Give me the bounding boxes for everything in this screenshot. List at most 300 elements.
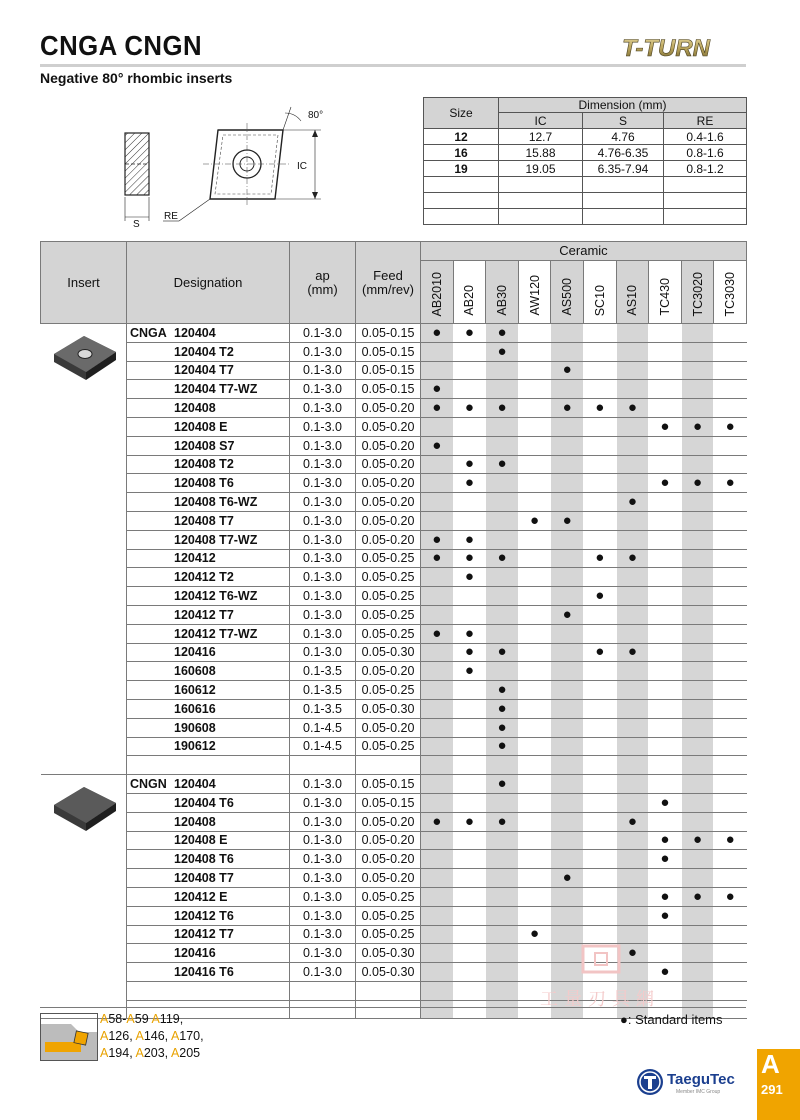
grade-cell-ab30	[486, 793, 519, 812]
grade-cell-ab20	[453, 436, 486, 455]
page-number: 291	[761, 1082, 783, 1097]
designation-code: 120408 T2	[174, 457, 234, 472]
tool-holder-icon	[40, 1013, 98, 1061]
feed-cell: 0.05-0.15	[356, 775, 421, 794]
grade-cell-ab2010	[421, 474, 454, 493]
designation-cell	[127, 981, 290, 1000]
grade-cell-ab2010	[421, 831, 454, 850]
grade-cell-ab2010	[421, 681, 454, 700]
grade-label: TC3030	[723, 271, 738, 316]
grade-cell-tc430	[649, 624, 682, 643]
watermark-icon	[581, 944, 621, 974]
grade-cell-aw120	[518, 436, 551, 455]
brand-name: TaeguTec	[667, 1071, 735, 1088]
standard-item-mark: ●	[649, 793, 682, 812]
grade-cell-aw120	[518, 568, 551, 587]
grade-cell-tc3030	[714, 342, 747, 361]
grade-cell-tc3020	[681, 737, 714, 756]
feed-cell: 0.05-0.20	[356, 869, 421, 888]
grade-cell-as500	[551, 944, 584, 963]
ap-cell: 0.1-3.0	[290, 399, 356, 418]
grade-cell-as10	[616, 605, 649, 624]
grade-cell-tc430	[649, 699, 682, 718]
grade-cell-ab20	[453, 718, 486, 737]
grade-cell-aw120	[518, 624, 551, 643]
grade-cell-as10	[616, 699, 649, 718]
grade-cell-tc3030	[714, 906, 747, 925]
grade-cell-as10	[616, 793, 649, 812]
grade-cell-ab20	[453, 869, 486, 888]
designation-code: 120412 T2	[174, 570, 234, 585]
grade-cell-tc430	[649, 775, 682, 794]
ap-cell: 0.1-3.0	[290, 925, 356, 944]
grade-header-tc3020	[681, 261, 714, 324]
designation-code: 120404 T7-WZ	[174, 382, 258, 397]
reference-prefix: A	[151, 1012, 160, 1026]
feed-cell: 0.05-0.20	[356, 812, 421, 831]
ap-cell: 0.1-3.0	[290, 605, 356, 624]
dim-empty-cell	[499, 209, 583, 225]
grade-cell-tc430	[649, 925, 682, 944]
dim-re-cell: 0.8-1.2	[664, 161, 747, 177]
table-row	[41, 511, 747, 530]
grade-cell-ab30	[486, 605, 519, 624]
feed-cell: 0.05-0.15	[356, 380, 421, 399]
grade-cell-sc10	[583, 605, 616, 624]
standard-item-mark: ●	[649, 831, 682, 850]
designation-cell	[127, 342, 290, 361]
grade-cell-as500	[551, 417, 584, 436]
s-label: S	[133, 219, 140, 230]
grade-cell-ab30	[486, 662, 519, 681]
grade-header-tc430	[649, 261, 682, 324]
standard-item-mark: ●	[551, 399, 584, 418]
dimension-header: Dimension (mm)	[499, 98, 747, 113]
grade-header-tc3030	[714, 261, 747, 324]
designation-code: 120412 T7-WZ	[174, 626, 258, 641]
grade-cell-as500	[551, 775, 584, 794]
feed-cell: 0.05-0.30	[356, 963, 421, 982]
standard-item-mark: ●	[453, 662, 486, 681]
table-row	[41, 436, 747, 455]
ap-cell	[290, 1000, 356, 1019]
designation-cell	[127, 399, 290, 418]
feed-cell: 0.05-0.25	[356, 568, 421, 587]
grade-cell-tc430	[649, 643, 682, 662]
table-row	[41, 681, 747, 700]
reference-page[interactable]: 59	[134, 1012, 152, 1026]
grade-cell-tc3020	[681, 605, 714, 624]
standard-item-mark: ●	[616, 643, 649, 662]
standard-item-mark: ●	[453, 324, 486, 343]
grade-cell-ab30	[486, 869, 519, 888]
designation-code: 120412	[174, 551, 216, 566]
designation-cell	[127, 944, 290, 963]
feed-cell: 0.05-0.25	[356, 681, 421, 700]
dim-empty-cell	[664, 177, 747, 193]
grade-cell-tc3030	[714, 718, 747, 737]
grade-cell-tc3030	[714, 869, 747, 888]
grade-cell-tc3030	[714, 587, 747, 606]
grade-cell-ab20	[453, 775, 486, 794]
grade-cell-ab20	[453, 756, 486, 775]
grade-cell-aw120	[518, 887, 551, 906]
grade-label: TC430	[657, 278, 672, 316]
grade-cell-aw120	[518, 963, 551, 982]
reference-page[interactable]: 194,	[108, 1046, 136, 1060]
grade-cell-ab2010	[421, 493, 454, 512]
standard-item-mark: ●	[486, 324, 519, 343]
table-row	[41, 530, 747, 549]
reference-page[interactable]: 203,	[143, 1046, 171, 1060]
grade-cell-tc3020	[681, 568, 714, 587]
standard-item-mark: ●	[583, 399, 616, 418]
dim-s-cell: 6.35-7.94	[583, 161, 664, 177]
grade-cell-ab20	[453, 831, 486, 850]
standard-item-mark: ●	[681, 831, 714, 850]
grade-cell-tc3020	[681, 981, 714, 1000]
standard-item-mark: ●	[649, 906, 682, 925]
ap-cell: 0.1-3.0	[290, 963, 356, 982]
grade-cell-tc3020	[681, 963, 714, 982]
grade-cell-tc430	[649, 944, 682, 963]
grade-cell-aw120	[518, 831, 551, 850]
grade-cell-sc10	[583, 850, 616, 869]
grade-header-as500	[551, 261, 584, 324]
grade-cell-sc10	[583, 530, 616, 549]
dimension-row	[424, 129, 747, 145]
re-header: RE	[664, 113, 747, 129]
grade-cell-tc3020	[681, 436, 714, 455]
grade-cell-ab20	[453, 850, 486, 869]
standard-item-mark: ●	[486, 699, 519, 718]
grade-cell-as500	[551, 718, 584, 737]
grade-cell-as500	[551, 587, 584, 606]
grade-cell-as500	[551, 793, 584, 812]
standard-item-mark: ●	[486, 775, 519, 794]
standard-item-mark: ●	[583, 587, 616, 606]
ap-cell: 0.1-3.0	[290, 643, 356, 662]
grade-cell-as10	[616, 455, 649, 474]
table-row	[41, 887, 747, 906]
table-row	[41, 455, 747, 474]
grade-cell-aw120	[518, 775, 551, 794]
designation-cell	[127, 925, 290, 944]
ap-cell	[290, 981, 356, 1000]
grade-cell-as500	[551, 699, 584, 718]
dim-size-cell: 16	[424, 145, 499, 161]
standard-item-mark: ●	[421, 380, 454, 399]
reference-page[interactable]: 205	[179, 1046, 201, 1060]
grade-cell-tc3020	[681, 324, 714, 343]
grade-cell-tc3020	[681, 812, 714, 831]
reference-line	[100, 1011, 250, 1028]
grade-cell-tc3020	[681, 775, 714, 794]
grade-cell-tc3020	[681, 699, 714, 718]
family-label: CNGN	[130, 777, 167, 792]
grade-cell-as500	[551, 662, 584, 681]
grade-cell-tc3030	[714, 699, 747, 718]
grade-cell-ab30	[486, 530, 519, 549]
grade-cell-as10	[616, 342, 649, 361]
grade-cell-sc10	[583, 681, 616, 700]
grade-cell-sc10	[583, 493, 616, 512]
feed-cell: 0.05-0.25	[356, 587, 421, 606]
grade-cell-ab30	[486, 1000, 519, 1019]
grade-cell-tc3020	[681, 587, 714, 606]
grade-cell-ab30	[486, 493, 519, 512]
reference-page[interactable]: 58-	[108, 1012, 127, 1026]
grade-cell-tc3020	[681, 511, 714, 530]
table-row	[41, 380, 747, 399]
dim-s-cell: 4.76-6.35	[583, 145, 664, 161]
insert-table	[40, 241, 747, 1019]
grade-cell-tc430	[649, 436, 682, 455]
grade-cell-as500	[551, 493, 584, 512]
designation-code: 120404 T7	[174, 363, 234, 378]
table-row	[41, 925, 747, 944]
dim-empty-cell	[499, 177, 583, 193]
grade-cell-sc10	[583, 793, 616, 812]
grade-cell-tc430	[649, 812, 682, 831]
grade-cell-ab30	[486, 831, 519, 850]
feed-cell: 0.05-0.25	[356, 906, 421, 925]
grade-cell-aw120	[518, 549, 551, 568]
grade-cell-aw120	[518, 474, 551, 493]
grade-cell-sc10	[583, 699, 616, 718]
designation-cell	[127, 718, 290, 737]
insert-drawing	[115, 103, 345, 231]
dimension-table	[423, 97, 747, 225]
grade-cell-ab30	[486, 511, 519, 530]
ap-cell: 0.1-3.0	[290, 587, 356, 606]
grade-cell-ab30	[486, 380, 519, 399]
grade-cell-sc10	[583, 568, 616, 587]
designation-cell	[127, 775, 290, 794]
grade-cell-ab2010	[421, 699, 454, 718]
grade-cell-ab30	[486, 587, 519, 606]
grade-cell-tc3020	[681, 624, 714, 643]
grade-cell-tc3030	[714, 549, 747, 568]
designation-cell	[127, 530, 290, 549]
dim-empty-cell	[583, 193, 664, 209]
dim-ic-cell: 15.88	[499, 145, 583, 161]
grade-cell-sc10	[583, 342, 616, 361]
feed-cell: 0.05-0.25	[356, 605, 421, 624]
grade-cell-tc3020	[681, 399, 714, 418]
ap-cell: 0.1-3.0	[290, 436, 356, 455]
re-label: RE	[164, 211, 178, 222]
grade-cell-as500	[551, 812, 584, 831]
designation-code: 120408	[174, 401, 216, 416]
grade-cell-tc3030	[714, 643, 747, 662]
designation-code: 120408 T6	[174, 852, 234, 867]
standard-item-mark: ●	[518, 511, 551, 530]
dimension-row	[424, 161, 747, 177]
grade-cell-as500	[551, 324, 584, 343]
grade-cell-as500	[551, 681, 584, 700]
grade-cell-aw120	[518, 455, 551, 474]
grade-cell-ab30	[486, 963, 519, 982]
grade-cell-tc3030	[714, 775, 747, 794]
grade-cell-ab2010	[421, 869, 454, 888]
grade-cell-as500	[551, 342, 584, 361]
reference-page[interactable]: 119,	[159, 1012, 184, 1026]
reference-page[interactable]: 146,	[143, 1029, 171, 1043]
standard-item-mark: ●	[486, 342, 519, 361]
grade-cell-tc430	[649, 324, 682, 343]
grade-cell-ab30	[486, 944, 519, 963]
feed-cell: 0.05-0.20	[356, 718, 421, 737]
grade-cell-ab20	[453, 587, 486, 606]
grade-cell-ab2010	[421, 775, 454, 794]
grade-cell-ab2010	[421, 643, 454, 662]
grade-cell-sc10	[583, 436, 616, 455]
grade-cell-as10	[616, 662, 649, 681]
grade-cell-tc430	[649, 361, 682, 380]
grade-cell-aw120	[518, 793, 551, 812]
designation-cell	[127, 605, 290, 624]
standard-item-mark: ●	[649, 474, 682, 493]
table-row	[41, 718, 747, 737]
ap-cell: 0.1-3.0	[290, 793, 356, 812]
grade-label: AB30	[494, 285, 509, 316]
grade-cell-ab30	[486, 756, 519, 775]
table-row	[41, 549, 747, 568]
grade-cell-tc430	[649, 549, 682, 568]
ap-cell: 0.1-3.0	[290, 869, 356, 888]
feed-header: Feed (mm/rev)	[356, 242, 421, 324]
ap-cell: 0.1-3.0	[290, 906, 356, 925]
grade-cell-sc10	[583, 324, 616, 343]
grade-cell-ab2010	[421, 605, 454, 624]
grade-cell-aw120	[518, 361, 551, 380]
ap-cell	[290, 756, 356, 775]
ap-cell: 0.1-3.0	[290, 624, 356, 643]
insert-image-cell	[41, 775, 127, 1019]
designation-code: 120408 T7-WZ	[174, 532, 258, 547]
grade-label: TC3020	[690, 271, 705, 316]
standard-item-mark: ●	[714, 417, 747, 436]
feed-cell: 0.05-0.20	[356, 417, 421, 436]
designation-code: 120408 T7	[174, 871, 234, 885]
standard-item-mark: ●	[583, 549, 616, 568]
reference-prefix: A	[100, 1012, 109, 1026]
dimension-empty-row	[424, 193, 747, 209]
dimension-empty-row	[424, 177, 747, 193]
feed-cell: 0.05-0.20	[356, 831, 421, 850]
grade-cell-ab2010	[421, 511, 454, 530]
reference-prefix: A	[170, 1029, 180, 1043]
table-row	[41, 812, 747, 831]
grade-cell-as500	[551, 756, 584, 775]
grade-label: AS500	[560, 278, 575, 316]
standard-item-mark: ●	[681, 887, 714, 906]
grade-cell-aw120	[518, 417, 551, 436]
ap-cell: 0.1-3.0	[290, 850, 356, 869]
ap-cell: 0.1-3.0	[290, 549, 356, 568]
designation-code: 120408 T7	[174, 513, 234, 528]
ap-cell: 0.1-3.0	[290, 775, 356, 794]
standard-item-mark: ●	[649, 850, 682, 869]
standard-item-mark: ●	[421, 324, 454, 343]
grade-cell-as500	[551, 963, 584, 982]
reference-prefix: A	[100, 1046, 109, 1060]
designation-cell	[127, 417, 290, 436]
table-row	[41, 361, 747, 380]
standard-item-mark: ●	[649, 887, 682, 906]
grade-label: AS10	[625, 285, 640, 316]
ap-cell: 0.1-3.0	[290, 474, 356, 493]
grade-cell-tc3030	[714, 605, 747, 624]
grade-cell-ab20	[453, 361, 486, 380]
grade-cell-tc3020	[681, 793, 714, 812]
grade-cell-ab2010	[421, 455, 454, 474]
grade-header-as10	[616, 261, 649, 324]
designation-cell	[127, 511, 290, 530]
grade-cell-tc3030	[714, 793, 747, 812]
grade-cell-as500	[551, 850, 584, 869]
grade-cell-as10	[616, 737, 649, 756]
table-row	[41, 850, 747, 869]
grade-cell-ab20	[453, 681, 486, 700]
page-letter: A	[761, 1049, 780, 1079]
grade-cell-tc3020	[681, 756, 714, 775]
designation-cell	[127, 756, 290, 775]
grade-cell-ab20	[453, 493, 486, 512]
page-subtitle: Negative 80° rhombic inserts	[40, 70, 233, 86]
standard-item-mark: ●	[714, 831, 747, 850]
grade-cell-aw120	[518, 530, 551, 549]
grade-cell-tc3030	[714, 850, 747, 869]
grade-cell-ab20	[453, 417, 486, 436]
reference-page[interactable]: 126,	[108, 1029, 136, 1043]
grade-cell-ab2010	[421, 963, 454, 982]
grade-cell-ab2010	[421, 718, 454, 737]
table-row	[41, 906, 747, 925]
ap-cell: 0.1-3.5	[290, 699, 356, 718]
designation-header: Designation	[127, 242, 290, 324]
grade-cell-tc3030	[714, 981, 747, 1000]
designation-cell	[127, 812, 290, 831]
grade-cell-tc430	[649, 493, 682, 512]
grade-cell-tc3030	[714, 925, 747, 944]
table-row	[41, 493, 747, 512]
ap-cell: 0.1-3.0	[290, 812, 356, 831]
grade-cell-as500	[551, 380, 584, 399]
reference-page[interactable]: 170,	[179, 1029, 204, 1043]
grade-cell-sc10	[583, 756, 616, 775]
feed-cell: 0.05-0.20	[356, 493, 421, 512]
grade-cell-as10	[616, 831, 649, 850]
watermark-text: 工量刃具網	[540, 989, 660, 1009]
designation-code: 120408 E	[174, 833, 228, 848]
reference-prefix: A	[126, 1012, 135, 1026]
dim-re-cell: 0.4-1.6	[664, 129, 747, 145]
feed-cell: 0.05-0.25	[356, 624, 421, 643]
reference-prefix: A	[135, 1029, 144, 1043]
dim-size-cell: 12	[424, 129, 499, 145]
table-row	[41, 944, 747, 963]
ap-header: ap (mm)	[290, 242, 356, 324]
designation-cell	[127, 436, 290, 455]
grade-cell-aw120	[518, 718, 551, 737]
designation-code: 190612	[174, 739, 216, 754]
designation-code: 160616	[174, 701, 216, 716]
designation-code: 120416	[174, 645, 216, 660]
dim-empty-cell	[583, 177, 664, 193]
grade-cell-tc3020	[681, 380, 714, 399]
